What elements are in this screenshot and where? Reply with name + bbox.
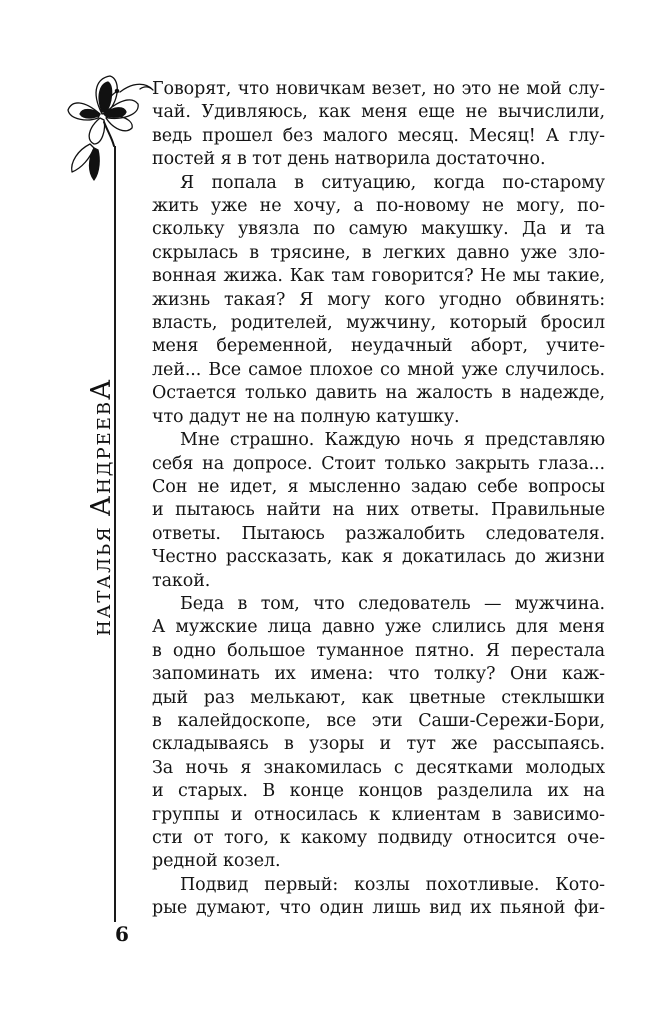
text-line: ведь прошел без малого месяц. Месяц! А глу- [152, 125, 605, 146]
text-line: жизнь такая? Я могу кого угодно обвинять: [152, 289, 605, 310]
page-text [152, 78, 605, 921]
text-line: власть, родителей, мужчину, который бросил [152, 313, 605, 334]
text-line: Мне страшно. Каждую ночь я представляю [180, 430, 605, 451]
text-line: такой. [152, 570, 211, 591]
text-line: дый раз мелькают, как цветные стеклышки [152, 687, 605, 708]
text-line: скольку увязла по самую макушку. Да и та [152, 219, 605, 240]
text-line: редной козел. [152, 851, 281, 872]
text-line: рые думают, что один лишь вид их пьяной фи- [152, 898, 605, 919]
text-line: в одно большое туманное пятно. Я перестала [152, 640, 605, 661]
text-line: сти от того, к какому подвиду относится оче- [152, 828, 605, 848]
author-surname-initial: А [86, 493, 117, 517]
text-line: За ночь я знакомилась с десятками молодых [152, 757, 605, 778]
page-number: 6 [115, 922, 129, 946]
text-line: А мужские лица давно уже слились для меня [152, 617, 605, 638]
author-first-name: НАТАЛЬЯ [94, 525, 115, 636]
text-line: меня беременной, неудачный аборт, учите- [152, 336, 605, 357]
text-line: Беда в том, что следователь — мужчина. [180, 593, 605, 614]
text-line: Подвид первый: козлы похотливые. Кото- [180, 874, 605, 895]
text-line: жить уже не хочу, а по-новому не могу, по- [152, 196, 605, 217]
text-line: Говорят, что новичкам везет, но это не мой слу- [152, 79, 605, 99]
text-line: постей я в тот день натворила достаточно. [152, 149, 546, 170]
text-line: Я попала в ситуацию, когда по-старому [180, 172, 605, 193]
text-line: скрылась в трясине, в легких давно уже зло- [152, 242, 605, 263]
text-line: и старых. В конце концов разделила их на [152, 781, 605, 802]
text-line: ответы. Пытаюсь разжалобить следователя. [152, 523, 605, 544]
text-line: Честно рассказать, как я докатилась до жизни [152, 547, 605, 568]
text-line: чай. Удивляюсь, как меня еще не вычислили, [152, 102, 605, 123]
text-line: и пытаюсь найти на них ответы. Правильные [152, 500, 605, 521]
text-line: Сон не идет, я мысленно задаю себе вопросы [152, 476, 605, 497]
text-line: лей... Все самое плохое со мной уже случилось. [152, 359, 605, 380]
flower-icon [60, 70, 155, 195]
text-line: складываясь в узоры и тут же рассыпаясь. [152, 734, 605, 755]
text-line: Остается только давить на жалость в надежде, [152, 383, 605, 404]
text-line: группы и относилась к клиентам в зависимо- [152, 804, 605, 825]
text-line: в калейдоскопе, все эти Саши-Сережи-Бори, [152, 710, 605, 731]
text-line: вонная жижа. Как там говорится? Не мы такие, [152, 266, 605, 287]
author-name-vertical [86, 377, 118, 636]
author-surname-final: А [86, 377, 117, 400]
text-line: себя на допросе. Стоит только закрыть глаза... [152, 453, 605, 474]
text-line: что дадут не на полную катушку. [152, 406, 460, 427]
text-line: запоминать их имена: что толку? Они каж- [152, 664, 605, 685]
author-surname-middle: НДРЕЕВ [94, 399, 115, 494]
